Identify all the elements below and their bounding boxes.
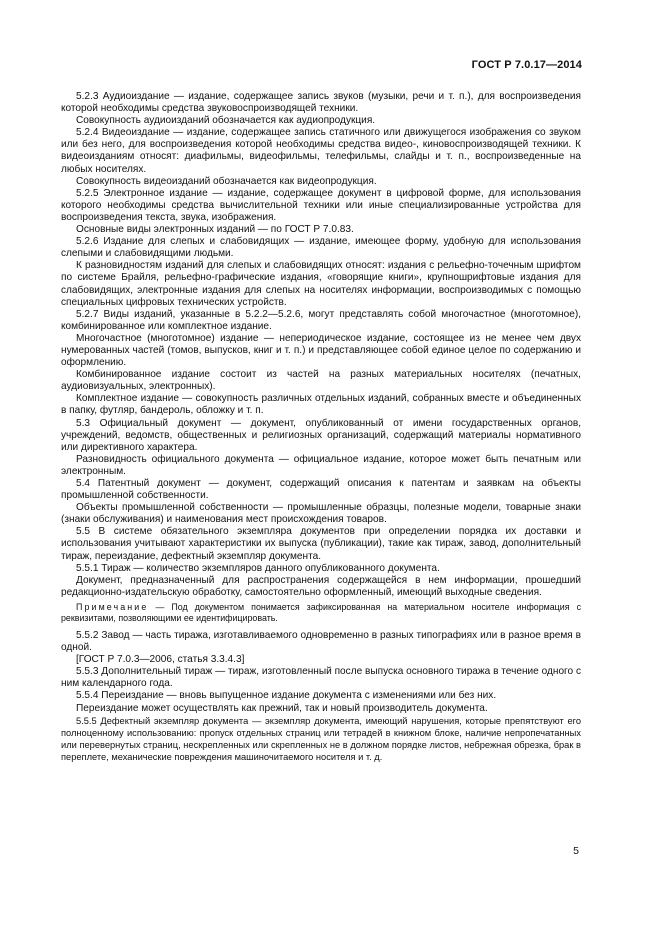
document-body [61,91,581,763]
paragraph-audio-production: Совокупность аудиоизданий обозначается как аудиопродукция. [76,115,376,127]
paragraph-5-4: 5.4 Патентный документ — документ, содержащий описания к патентам и заявкам на объекты промышленной собственности. [61,478,581,502]
note-label: Примечание [76,601,149,612]
paragraph-multipart: Многочастное (многотомное) издание — непериодическое издание, состоящее из не менее чем двух нумерованных частей (томов, выпусков, книг и т. п.) и представляющее собой единое целое по содержанию и оформлению. [61,332,581,369]
paragraph-5-2-3: 5.2.3 Аудиоиздание — издание, содержащее запись звуков (музыки, речи и т. п.), для воспроизведения которой необходимы средства звуковоспроизводящей техники. [61,91,581,115]
paragraph-5-5-2: 5.5.2 Завод — часть тиража, изготавливаемого одновременно в разных типографиях или в разное время в одной. [61,629,581,654]
paragraph-5-2-4: 5.2.4 Видеоиздание — издание, содержащее запись статичного или движущегося изображения со звуком или без него, для воспроизведения которой необходимы средства видео-, киновоспроизводящей техники. К видеоизданиям относят: диафильмы, видеофильмы, телефильмы, слайды и т. п., воспроизведенные на любых носителях. [61,127,581,175]
paragraph-document-definition: Документ, предназначенный для распространения содержащейся в нем информации, прошедший редакционно-издательскую обработку, самостоятельно оформленный, имеющий выходные сведения. [61,574,581,598]
paragraph-5-5-3: 5.5.3 Дополнительный тираж — тираж, изготовленный после выпуска основного тиража в течение одного с ним календарного года. [61,666,581,690]
paragraph-5-5-4: 5.5.4 Переиздание — вновь выпущенное издание документа с изменениями или без них. [76,690,497,702]
paragraph-blind-varieties: К разновидностям изданий для слепых и слабовидящих относят: издания с рельефно-точечным шрифтом по системе Брайля, рельефно-графические издания, «говорящие книги», крупношрифтовые издания для слабовидящих, электронные издания для слепых на носителях информации, воспроизводимых с помощью специальных цифровых технических устройств. [61,260,581,308]
paragraph-official-edition: Разновидность официального документа — официальное издание, которое может быть печатным или электронным. [61,453,581,477]
paragraph-5-3: 5.3 Официальный документ — документ, опубликованный от имени государственных органов, учреждений, ведомств, общественных и религиозных организаций, содержащий материалы нормативного или директивного характера. [61,417,581,453]
paragraph-5-2-6: 5.2.6 Издание для слепых и слабовидящих — издание, имеющее форму, удобную для использования слепыми и слабовидящими людьми. [61,236,581,260]
paragraph-electronic-types: Основные виды электронных изданий — по ГОСТ Р 7.0.83. [76,224,354,236]
paragraph-combined: Комбинированное издание состоит из частей на разных материальных носителях (печатных, аудиовизуальных, электронных). [61,369,581,393]
paragraph-5-5-5: 5.5.5 Дефектный экземпляр документа — экземпляр документа, имеющий нарушения, которые препятствуют его полноценному использованию: пропуск отдельных страниц или тетрадей в книжном блоке, наличие непропечатанных или перевернутых страниц, нескрепленных или скрепленных не в должном порядке листов, небрежная обрезка, брак в переплете, механические повреждения машиночитаемого носителя и т. д. [61,715,581,762]
note-text: — Под документом понимается зафиксированная на материальном носителе информация с реквизитами, позволяющими ее идентифицировать. [61,601,582,623]
paragraph-5-2-5: 5.2.5 Электронное издание — издание, содержащее документ в цифровой форме, для использования которого необходимы средства вычислительной техники или иные специализированные устройства для воспроизведения текста, звука, изображения. [61,187,581,223]
paragraph-republisher: Переиздание может осуществлять как прежний, так и новый производитель документа. [76,702,488,714]
reference-citation: [ГОСТ Р 7.0.3—2006, статья 3.3.4.3] [76,654,245,666]
page-number: 5 [573,845,579,857]
paragraph-industrial-property: Объекты промышленной собственности — промышленные образцы, полезные модели, товарные знаки (знаки обслуживания) и наименования мест происхождения товаров. [61,502,581,526]
paragraph-video-production: Совокупность видеоизданий обозначается как видеопродукция. [76,175,377,187]
paragraph-5-2-7: 5.2.7 Виды изданий, указанные в 5.2.2—5.2.6, могут представлять собой многочастное (многотомное), комбинированное или комплектное издание. [61,308,581,332]
paragraph-5-5: 5.5 В системе обязательного экземпляра документов при определении порядка их доставки и использования учитывают характеристики их выпуска (публикации), такие как тираж, завод, дополнительный тираж, переиздание, дефектный экземпляр документа. [61,526,581,562]
paragraph-5-5-1: 5.5.1 Тираж — количество экземпляров данного опубликованного документа. [76,562,440,574]
paragraph-complete-set: Комплектное издание — совокупность различных отдельных изданий, собранных вместе и объединенных в папку, футляр, бандероль, обложку и т. п. [61,393,581,417]
note [61,602,581,624]
standard-header: ГОСТ Р 7.0.17—2014 [471,59,582,71]
